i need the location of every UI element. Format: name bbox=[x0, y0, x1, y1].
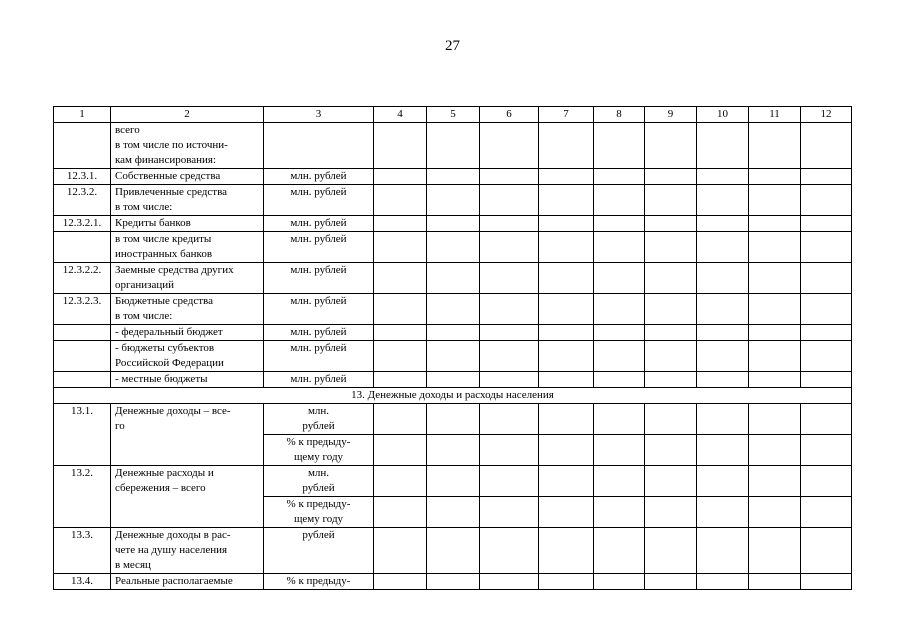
row-number: 12.3.2. bbox=[54, 185, 111, 216]
value-cell bbox=[427, 372, 480, 388]
row-unit: млн. рублей bbox=[264, 294, 374, 325]
value-cell bbox=[374, 185, 427, 216]
value-cell bbox=[480, 263, 539, 294]
indicators-table bbox=[53, 106, 852, 590]
value-cell bbox=[645, 185, 697, 216]
row-unit: % к предыду- bbox=[264, 574, 374, 590]
table-row bbox=[54, 294, 852, 325]
value-cell bbox=[697, 294, 749, 325]
value-cell bbox=[645, 341, 697, 372]
row-name: - федеральный бюджет bbox=[111, 325, 264, 341]
value-cell bbox=[594, 123, 645, 169]
value-cell bbox=[539, 404, 594, 435]
row-unit: млн. рублей bbox=[264, 341, 374, 372]
value-cell bbox=[374, 216, 427, 232]
row-name: Собственные средства bbox=[111, 169, 264, 185]
value-cell bbox=[480, 404, 539, 435]
value-cell bbox=[645, 404, 697, 435]
value-cell bbox=[427, 435, 480, 466]
row-name: Заемные средства других организаций bbox=[111, 263, 264, 294]
row-number bbox=[54, 325, 111, 341]
value-cell bbox=[480, 123, 539, 169]
value-cell bbox=[697, 325, 749, 341]
value-cell bbox=[801, 294, 852, 325]
value-cell bbox=[480, 372, 539, 388]
value-cell bbox=[594, 169, 645, 185]
value-cell bbox=[801, 372, 852, 388]
value-cell bbox=[749, 528, 801, 574]
value-cell bbox=[374, 372, 427, 388]
value-cell bbox=[539, 528, 594, 574]
value-cell bbox=[801, 497, 852, 528]
value-cell bbox=[645, 435, 697, 466]
column-number-7: 7 bbox=[539, 107, 594, 123]
value-cell bbox=[697, 466, 749, 497]
value-cell bbox=[374, 574, 427, 590]
column-number-2: 2 bbox=[111, 107, 264, 123]
value-cell bbox=[480, 216, 539, 232]
row-number bbox=[54, 372, 111, 388]
value-cell bbox=[594, 574, 645, 590]
value-cell bbox=[374, 232, 427, 263]
row-number bbox=[54, 123, 111, 169]
value-cell bbox=[645, 169, 697, 185]
column-number-3: 3 bbox=[264, 107, 374, 123]
value-cell bbox=[801, 341, 852, 372]
table-row bbox=[54, 404, 852, 435]
row-unit bbox=[264, 123, 374, 169]
value-cell bbox=[480, 185, 539, 216]
value-cell bbox=[427, 528, 480, 574]
value-cell bbox=[539, 341, 594, 372]
value-cell bbox=[749, 372, 801, 388]
column-number-11: 11 bbox=[749, 107, 801, 123]
value-cell bbox=[594, 528, 645, 574]
value-cell bbox=[697, 435, 749, 466]
row-unit: % к предыду- щему году bbox=[264, 435, 374, 466]
value-cell bbox=[801, 325, 852, 341]
value-cell bbox=[645, 263, 697, 294]
value-cell bbox=[374, 325, 427, 341]
value-cell bbox=[480, 466, 539, 497]
table-row bbox=[54, 574, 852, 590]
value-cell bbox=[749, 294, 801, 325]
row-number: 12.3.1. bbox=[54, 169, 111, 185]
value-cell bbox=[594, 263, 645, 294]
value-cell bbox=[594, 185, 645, 216]
value-cell bbox=[749, 466, 801, 497]
value-cell bbox=[427, 341, 480, 372]
table-row bbox=[54, 466, 852, 497]
value-cell bbox=[427, 185, 480, 216]
row-unit: млн. рублей bbox=[264, 466, 374, 497]
row-name: Бюджетные средства в том числе: bbox=[111, 294, 264, 325]
value-cell bbox=[539, 435, 594, 466]
value-cell bbox=[480, 497, 539, 528]
row-number bbox=[54, 341, 111, 372]
value-cell bbox=[594, 294, 645, 325]
column-number-9: 9 bbox=[645, 107, 697, 123]
value-cell bbox=[749, 404, 801, 435]
value-cell bbox=[594, 372, 645, 388]
row-number: 13.4. bbox=[54, 574, 111, 590]
value-cell bbox=[697, 169, 749, 185]
row-name: Привлеченные средства в том числе: bbox=[111, 185, 264, 216]
section-row bbox=[54, 388, 852, 404]
value-cell bbox=[645, 372, 697, 388]
value-cell bbox=[801, 528, 852, 574]
column-number-4: 4 bbox=[374, 107, 427, 123]
value-cell bbox=[374, 466, 427, 497]
value-cell bbox=[801, 123, 852, 169]
value-cell bbox=[539, 497, 594, 528]
column-number-5: 5 bbox=[427, 107, 480, 123]
value-cell bbox=[539, 232, 594, 263]
value-cell bbox=[645, 325, 697, 341]
value-cell bbox=[427, 263, 480, 294]
value-cell bbox=[480, 169, 539, 185]
row-unit: млн. рублей bbox=[264, 372, 374, 388]
value-cell bbox=[801, 216, 852, 232]
value-cell bbox=[801, 466, 852, 497]
row-name: Денежные доходы – все- го bbox=[111, 404, 264, 466]
row-unit: млн. рублей bbox=[264, 185, 374, 216]
value-cell bbox=[427, 325, 480, 341]
value-cell bbox=[374, 404, 427, 435]
value-cell bbox=[697, 123, 749, 169]
value-cell bbox=[539, 466, 594, 497]
value-cell bbox=[697, 216, 749, 232]
table-row bbox=[54, 185, 852, 216]
column-number-6: 6 bbox=[480, 107, 539, 123]
row-name: Денежные расходы и сбережения – всего bbox=[111, 466, 264, 528]
value-cell bbox=[374, 497, 427, 528]
value-cell bbox=[645, 528, 697, 574]
value-cell bbox=[374, 123, 427, 169]
value-cell bbox=[697, 528, 749, 574]
value-cell bbox=[749, 169, 801, 185]
value-cell bbox=[801, 169, 852, 185]
value-cell bbox=[697, 341, 749, 372]
value-cell bbox=[801, 435, 852, 466]
value-cell bbox=[594, 325, 645, 341]
table-row bbox=[54, 372, 852, 388]
value-cell bbox=[749, 232, 801, 263]
column-number-8: 8 bbox=[594, 107, 645, 123]
row-number bbox=[54, 232, 111, 263]
row-number: 12.3.2.3. bbox=[54, 294, 111, 325]
value-cell bbox=[374, 435, 427, 466]
row-name: всего в том числе по источни- кам финансирования: bbox=[111, 123, 264, 169]
value-cell bbox=[697, 263, 749, 294]
value-cell bbox=[749, 123, 801, 169]
value-cell bbox=[801, 404, 852, 435]
value-cell bbox=[645, 497, 697, 528]
row-name: Реальные располагаемые bbox=[111, 574, 264, 590]
value-cell bbox=[427, 123, 480, 169]
row-number: 13.1. bbox=[54, 404, 111, 466]
value-cell bbox=[645, 294, 697, 325]
value-cell bbox=[539, 185, 594, 216]
value-cell bbox=[539, 263, 594, 294]
value-cell bbox=[801, 263, 852, 294]
row-unit: рублей bbox=[264, 528, 374, 574]
value-cell bbox=[539, 216, 594, 232]
value-cell bbox=[645, 216, 697, 232]
table-row bbox=[54, 341, 852, 372]
value-cell bbox=[697, 232, 749, 263]
value-cell bbox=[427, 294, 480, 325]
value-cell bbox=[374, 263, 427, 294]
value-cell bbox=[749, 185, 801, 216]
value-cell bbox=[645, 574, 697, 590]
row-unit: млн. рублей bbox=[264, 325, 374, 341]
value-cell bbox=[697, 574, 749, 590]
value-cell bbox=[539, 372, 594, 388]
column-number-12: 12 bbox=[801, 107, 852, 123]
value-cell bbox=[645, 232, 697, 263]
row-name: - местные бюджеты bbox=[111, 372, 264, 388]
table-row bbox=[54, 263, 852, 294]
value-cell bbox=[594, 497, 645, 528]
section-title: 13. Денежные доходы и расходы населения bbox=[54, 388, 852, 404]
value-cell bbox=[427, 232, 480, 263]
row-number: 12.3.2.1. bbox=[54, 216, 111, 232]
value-cell bbox=[594, 466, 645, 497]
table-row bbox=[54, 528, 852, 574]
value-cell bbox=[801, 185, 852, 216]
value-cell bbox=[374, 169, 427, 185]
value-cell bbox=[480, 232, 539, 263]
value-cell bbox=[480, 574, 539, 590]
value-cell bbox=[480, 528, 539, 574]
column-number-row bbox=[54, 107, 852, 123]
value-cell bbox=[697, 497, 749, 528]
value-cell bbox=[539, 574, 594, 590]
row-name: в том числе кредиты иностранных банков bbox=[111, 232, 264, 263]
table-row bbox=[54, 169, 852, 185]
table-row bbox=[54, 123, 852, 169]
value-cell bbox=[539, 294, 594, 325]
value-cell bbox=[801, 574, 852, 590]
value-cell bbox=[427, 497, 480, 528]
row-number: 12.3.2.2. bbox=[54, 263, 111, 294]
value-cell bbox=[697, 404, 749, 435]
value-cell bbox=[374, 294, 427, 325]
value-cell bbox=[480, 435, 539, 466]
row-unit: % к предыду- щему году bbox=[264, 497, 374, 528]
value-cell bbox=[697, 185, 749, 216]
value-cell bbox=[480, 341, 539, 372]
value-cell bbox=[801, 232, 852, 263]
value-cell bbox=[749, 341, 801, 372]
row-unit: млн. рублей bbox=[264, 263, 374, 294]
value-cell bbox=[697, 372, 749, 388]
row-number: 13.3. bbox=[54, 528, 111, 574]
table-body bbox=[54, 107, 852, 590]
value-cell bbox=[594, 435, 645, 466]
column-number-1: 1 bbox=[54, 107, 111, 123]
value-cell bbox=[427, 216, 480, 232]
value-cell bbox=[480, 325, 539, 341]
table-row bbox=[54, 325, 852, 341]
table-row bbox=[54, 232, 852, 263]
value-cell bbox=[539, 123, 594, 169]
table-row bbox=[54, 216, 852, 232]
value-cell bbox=[749, 435, 801, 466]
row-number: 13.2. bbox=[54, 466, 111, 528]
value-cell bbox=[539, 169, 594, 185]
value-cell bbox=[749, 574, 801, 590]
value-cell bbox=[749, 497, 801, 528]
value-cell bbox=[594, 216, 645, 232]
row-unit: млн. рублей bbox=[264, 232, 374, 263]
row-name: - бюджеты субъектов Российской Федерации bbox=[111, 341, 264, 372]
value-cell bbox=[749, 216, 801, 232]
value-cell bbox=[645, 466, 697, 497]
value-cell bbox=[749, 263, 801, 294]
value-cell bbox=[645, 123, 697, 169]
row-name: Денежные доходы в рас- чете на душу населения в месяц bbox=[111, 528, 264, 574]
value-cell bbox=[427, 404, 480, 435]
value-cell bbox=[427, 169, 480, 185]
row-unit: млн. рублей bbox=[264, 404, 374, 435]
value-cell bbox=[480, 294, 539, 325]
column-number-10: 10 bbox=[697, 107, 749, 123]
row-name: Кредиты банков bbox=[111, 216, 264, 232]
value-cell bbox=[374, 528, 427, 574]
row-unit: млн. рублей bbox=[264, 169, 374, 185]
value-cell bbox=[594, 341, 645, 372]
value-cell bbox=[594, 404, 645, 435]
value-cell bbox=[749, 325, 801, 341]
value-cell bbox=[374, 341, 427, 372]
row-unit: млн. рублей bbox=[264, 216, 374, 232]
page-number: 27 bbox=[445, 38, 460, 54]
value-cell bbox=[427, 466, 480, 497]
value-cell bbox=[539, 325, 594, 341]
value-cell bbox=[594, 232, 645, 263]
value-cell bbox=[427, 574, 480, 590]
